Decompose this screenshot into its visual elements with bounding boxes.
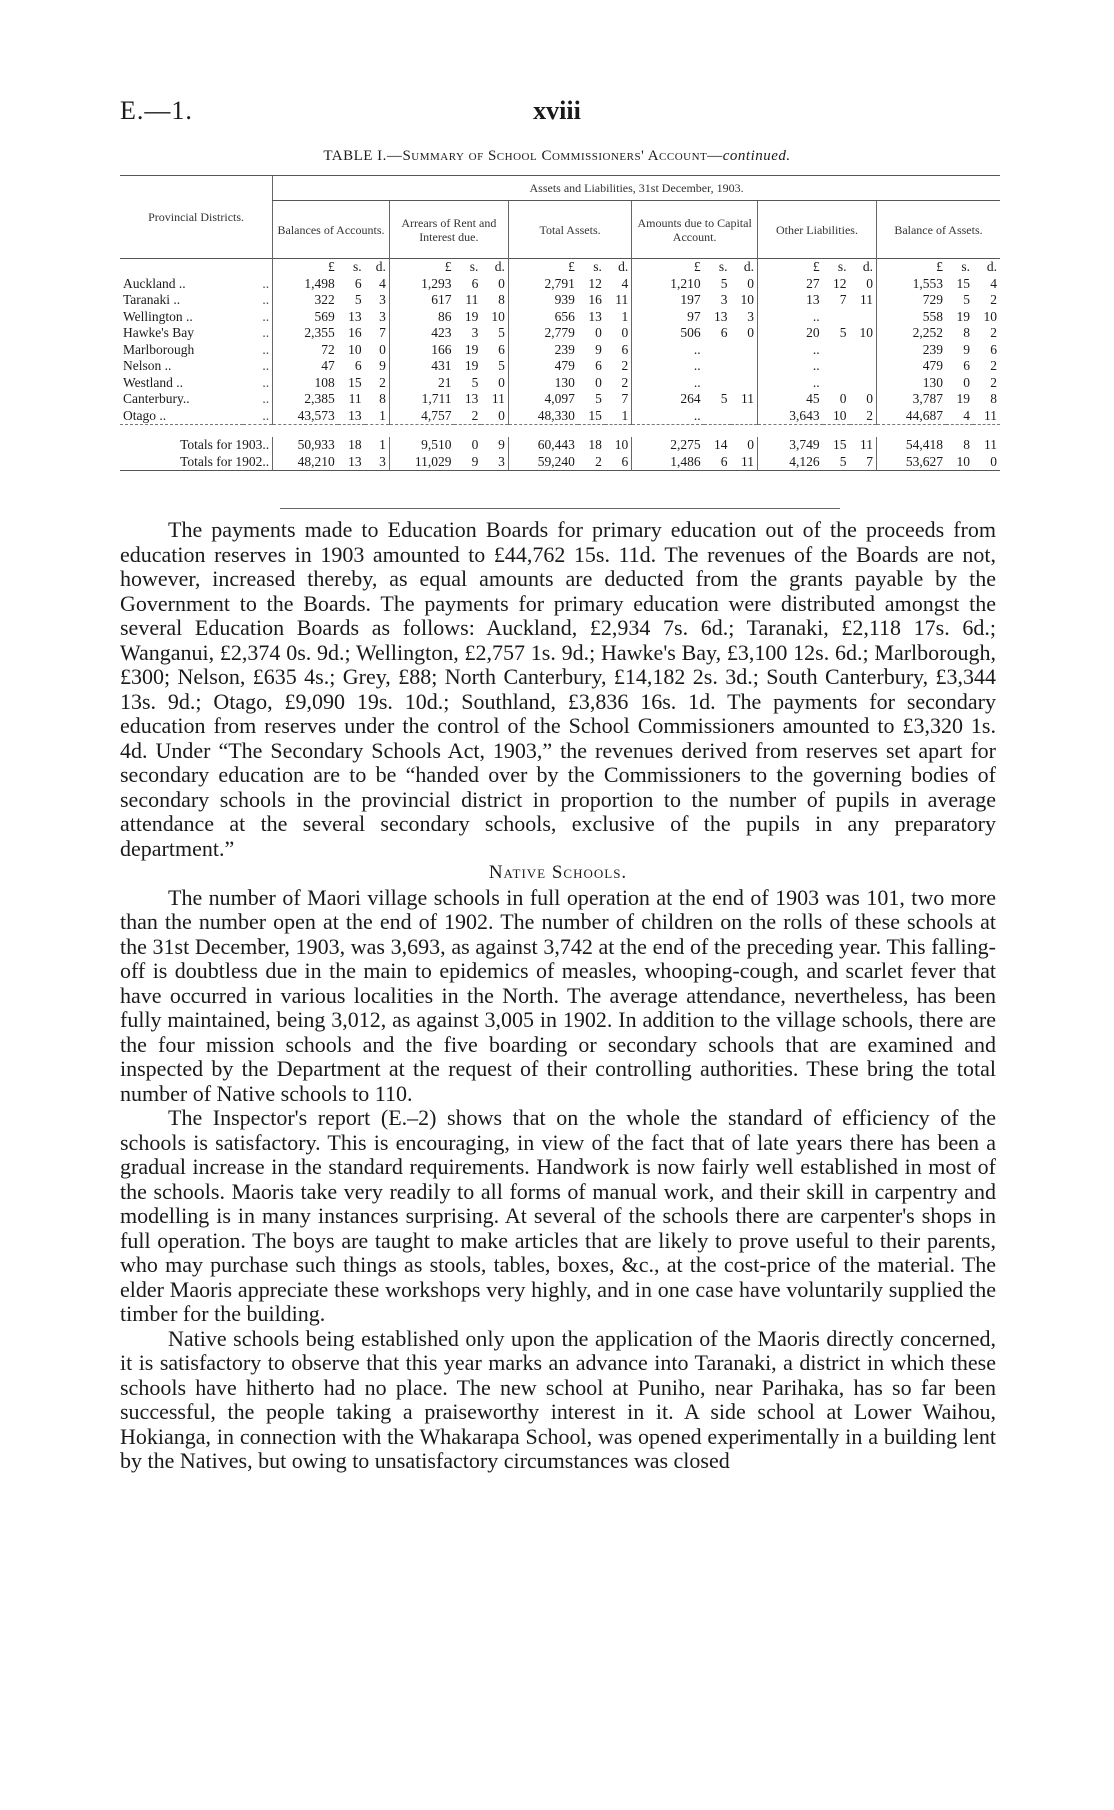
- amount-cell: 2,275: [632, 437, 704, 454]
- amount-cell: 5: [498, 325, 505, 340]
- district-name: Nelson ..: [123, 358, 172, 373]
- amount-cell: 5: [720, 275, 728, 291]
- amount-cell: 44,687: [876, 408, 946, 425]
- amount-cell: 2,385: [273, 391, 338, 408]
- units-row: [120, 259, 1000, 276]
- amount-cell: 6: [990, 341, 997, 357]
- amount-cell: 6: [354, 275, 362, 291]
- district-name: Auckland ..: [123, 275, 186, 291]
- amount-cell: 3: [498, 453, 505, 469]
- amount-cell: 10: [491, 308, 505, 324]
- amount-cell: 0: [498, 407, 505, 423]
- amount-cell: 4,126: [757, 454, 822, 471]
- unit-label: d.: [481, 259, 508, 276]
- amount-cell: 50,933: [273, 437, 338, 454]
- amount-cell: 6: [595, 358, 602, 373]
- col-header-balances: Balances of Accounts.: [273, 201, 390, 259]
- amount-cell: [850, 358, 877, 375]
- amount-cell: 3,749: [757, 437, 822, 454]
- amount-cell: 2,791: [508, 276, 578, 293]
- amount-cell: 5: [354, 292, 362, 307]
- amount-cell: 2: [990, 325, 997, 340]
- amount-cell: 5: [498, 358, 505, 373]
- leader-dots: ..: [262, 308, 270, 324]
- col-header-total-assets: Total Assets.: [508, 201, 631, 259]
- amount-cell: 19: [956, 308, 970, 324]
- leader-dots: ..: [262, 292, 270, 307]
- amount-cell: 5: [839, 325, 847, 340]
- leader-dots: ..: [262, 341, 270, 357]
- amount-cell: 7: [839, 292, 847, 307]
- amount-cell: 0: [747, 275, 754, 291]
- amount-cell: 656: [508, 309, 578, 326]
- amount-cell: 0: [471, 437, 479, 452]
- amount-cell: 0: [595, 374, 602, 390]
- amount-cell: 1,486: [632, 454, 704, 471]
- amount-cell: [850, 342, 877, 359]
- totals-label: Totals for 1902..: [180, 453, 270, 469]
- table-body: [120, 259, 1000, 471]
- unit-label: £: [389, 259, 454, 276]
- amount-cell: 13: [348, 407, 362, 423]
- amount-cell: 11: [348, 391, 362, 406]
- amount-cell: 2: [866, 407, 873, 423]
- unit-label: d.: [365, 259, 390, 276]
- amount-cell: 322: [273, 292, 338, 309]
- amount-cell: 1,711: [389, 391, 454, 408]
- unit-label: s.: [578, 259, 605, 276]
- district-name: Marlborough: [123, 341, 195, 357]
- unit-label: £: [273, 259, 338, 276]
- amount-cell: 13: [348, 453, 362, 469]
- amount-cell: ..: [632, 342, 704, 359]
- amount-cell: 2: [990, 374, 997, 390]
- amount-cell: 3: [379, 308, 386, 324]
- amount-cell: 13: [348, 308, 362, 324]
- spacer-cell: [120, 425, 1000, 438]
- amount-cell: 54,418: [876, 437, 946, 454]
- amount-cell: ..: [757, 309, 822, 326]
- unit-label: s.: [454, 259, 481, 276]
- amount-cell: [731, 375, 758, 392]
- amount-cell: 2: [595, 453, 602, 469]
- units-spacer: [243, 259, 272, 276]
- amount-cell: 13: [588, 308, 602, 324]
- amount-cell: 2: [990, 358, 997, 373]
- table-row: [120, 391, 1000, 408]
- amount-cell: 0: [621, 325, 629, 340]
- amount-cell: 11: [465, 292, 479, 307]
- amount-cell: 3: [720, 292, 728, 307]
- amount-cell: 6: [621, 341, 629, 357]
- amount-cell: 10: [956, 453, 970, 469]
- amount-cell: 506: [632, 325, 704, 342]
- amount-cell: 15: [588, 407, 602, 423]
- amount-cell: 59,240: [508, 454, 578, 471]
- amount-cell: 10: [740, 292, 754, 307]
- amount-cell: 11: [740, 391, 754, 406]
- amount-cell: 43,573: [273, 408, 338, 425]
- amount-cell: 479: [508, 358, 578, 375]
- table-title-main: Summary of School Commissioners' Account—: [402, 148, 723, 164]
- report-code: E.—1.: [120, 96, 193, 125]
- paragraph-payments: The payments made to Education Boards for primary education out of the proceeds from education reserves in 1903 amounted to £44,762 15s. 11d. The revenues of the Boards are not, however, increased thereby, as equal amounts are deducted from the grants payable by the Government to the Boards. The payments for primary education were distributed amongst the several Education Boards as follows: Auckland, £2,934 7s. 6d.; Taranaki, £2,118 17s. 6d.; Wanganui, £2,374 0s. 9d.; Wellington, £2,757 1s. 9d.; Hawke's Bay, £3,100 12s. 6d.; Marlborough, £300; Nelson, £635 4s.; Grey, £88; North Canterbury, £14,182 2s. 3d.; South Canterbury, £3,344 13s. 9d.; Otago, £9,090 19s. 10d.; Southland, £3,836 16s. 1d. The payments for secondary education from reserves under the control of the School Commissioners amounted to £3,320 1s. 4d. Under “The Secondary Schools Act, 1903,” the revenues derived from reserves set apart for secondary education are to be “handed over by the Commissioners to the governing bodies of secondary schools in the provincial district in proportion to the number of pupils in average attendance at the several secondary schools, exclusive of the pupils in any preparatory department.”: [120, 517, 996, 861]
- amount-cell: 6: [621, 453, 629, 469]
- amount-cell: 2,779: [508, 325, 578, 342]
- amount-cell: ..: [757, 342, 822, 359]
- amount-cell: 569: [273, 309, 338, 326]
- section-divider: [280, 508, 840, 509]
- amount-cell: 18: [348, 437, 362, 452]
- amount-cell: 4: [990, 275, 997, 291]
- amount-cell: 11: [859, 437, 873, 452]
- leader-dots: ..: [262, 275, 270, 291]
- amount-cell: 19: [464, 308, 479, 324]
- col-header-capital: Amounts due to Capital Account.: [632, 201, 758, 259]
- amount-cell: 21: [389, 375, 454, 392]
- amount-cell: 2,252: [876, 325, 946, 342]
- amount-cell: 9: [379, 358, 386, 373]
- amount-cell: 0: [498, 275, 505, 291]
- amount-cell: 2: [379, 374, 386, 390]
- paragraph-inspector-report: The Inspector's report (E.–2) shows that on the whole the standard of efficiency of the schools is satisfactory. This is encouraging, in view of the fact that of late years there has been a gradual increase in the standard requirements. Handwork is now fairly well established in most of the schools. Maoris take very readily to all forms of manual work, and their skill in carpentry and modelling is in many instances surprising. At several of the schools there are carpenter's shops in full operation. The boys are taught to make articles that are likely to prove useful to their parents, who may purchase such things as stools, tables, boxes, &c., at the cost-price of the material. The elder Maoris appreciate these workshops very highly, and in one case have voluntarily supplied the timber for the building.: [120, 1105, 996, 1326]
- amount-cell: 97: [632, 309, 704, 326]
- amount-cell: 0: [747, 325, 754, 340]
- totals-row: [120, 454, 1000, 471]
- amount-cell: 130: [876, 375, 946, 392]
- amount-cell: 2: [621, 374, 629, 390]
- amount-cell: 264: [632, 391, 704, 408]
- amount-cell: 12: [833, 275, 847, 291]
- amount-cell: 4: [621, 275, 629, 291]
- amount-cell: 10: [833, 407, 847, 423]
- unit-label: £: [876, 259, 946, 276]
- amount-cell: 0: [866, 275, 873, 291]
- amount-cell: [823, 342, 850, 359]
- district-name: Hawke's Bay: [123, 325, 195, 340]
- amount-cell: 1,293: [389, 276, 454, 293]
- unit-label: s.: [338, 259, 365, 276]
- amount-cell: 2: [990, 292, 997, 307]
- amount-cell: 6: [720, 453, 728, 469]
- table-title-prefix: TABLE I.—: [323, 148, 403, 164]
- amount-cell: 130: [508, 375, 578, 392]
- amount-cell: 6: [471, 275, 479, 291]
- table-title: [0, 148, 1114, 165]
- amount-cell: 8: [963, 437, 970, 452]
- table-title-suffix: continued.: [722, 148, 791, 164]
- amount-cell: 11: [615, 292, 629, 307]
- amount-cell: [731, 342, 758, 359]
- amount-cell: 5: [963, 292, 970, 307]
- table-row: [120, 342, 1000, 359]
- amount-cell: 1,553: [876, 276, 946, 293]
- amount-cell: 15: [833, 437, 847, 452]
- amount-cell: 479: [876, 358, 946, 375]
- amount-cell: 8: [498, 292, 505, 307]
- amount-cell: [704, 408, 731, 425]
- unit-label: d.: [973, 259, 1000, 276]
- district-name: Westland ..: [123, 374, 184, 390]
- amount-cell: 9: [471, 453, 479, 469]
- amount-cell: 0: [990, 453, 997, 469]
- unit-label: d.: [731, 259, 758, 276]
- amount-cell: 15: [348, 374, 362, 390]
- amount-cell: 6: [354, 358, 362, 373]
- amount-cell: 5: [839, 453, 847, 469]
- amount-cell: 11,029: [389, 454, 454, 471]
- amount-cell: ..: [632, 358, 704, 375]
- amount-cell: 423: [389, 325, 454, 342]
- amount-cell: 7: [866, 453, 873, 469]
- amount-cell: 5: [595, 391, 602, 406]
- amount-cell: 3,787: [876, 391, 946, 408]
- amount-cell: ..: [757, 375, 822, 392]
- amount-cell: 20: [757, 325, 822, 342]
- unit-label: s.: [946, 259, 973, 276]
- amount-cell: 16: [348, 325, 362, 340]
- amount-cell: 9: [595, 341, 602, 357]
- amount-cell: 13: [757, 292, 822, 309]
- amount-cell: [823, 309, 850, 326]
- amount-cell: 1: [621, 308, 629, 324]
- amount-cell: 197: [632, 292, 704, 309]
- amount-cell: [731, 358, 758, 375]
- amount-cell: ..: [632, 408, 704, 425]
- amount-cell: [704, 342, 731, 359]
- amount-cell: 431: [389, 358, 454, 375]
- amount-cell: 19: [956, 391, 970, 406]
- amount-cell: 11: [740, 453, 754, 469]
- amount-cell: 2: [621, 358, 629, 373]
- unit-label: d.: [605, 259, 632, 276]
- amount-cell: 10: [348, 341, 362, 357]
- amount-cell: ..: [632, 375, 704, 392]
- amount-cell: 9,510: [389, 437, 454, 454]
- col-header-district: Provincial Districts.: [120, 176, 273, 259]
- amount-cell: 729: [876, 292, 946, 309]
- amount-cell: 3,643: [757, 408, 822, 425]
- leader-dots: ..: [262, 358, 270, 373]
- amount-cell: 10: [859, 325, 873, 340]
- amount-cell: 6: [720, 325, 728, 340]
- amount-cell: 0: [379, 341, 386, 357]
- amount-cell: 2: [471, 407, 479, 423]
- amount-cell: [823, 375, 850, 392]
- amount-cell: 9: [963, 341, 970, 357]
- amount-cell: 16: [588, 292, 602, 307]
- amount-cell: 2,355: [273, 325, 338, 342]
- table-row: [120, 292, 1000, 309]
- amount-cell: [704, 358, 731, 375]
- amount-cell: 108: [273, 375, 338, 392]
- district-name: Wellington ..: [123, 308, 193, 324]
- leader-dots: ..: [262, 374, 270, 390]
- totals-row: [120, 437, 1000, 454]
- group-header-assets: Assets and Liabilities, 31st December, 1903.: [273, 176, 1000, 201]
- amount-cell: 13: [714, 308, 728, 324]
- amount-cell: 4,097: [508, 391, 578, 408]
- spacer-row: [120, 425, 1000, 438]
- amount-cell: 0: [839, 391, 847, 406]
- section-heading-native-schools: Native Schools.: [488, 862, 628, 883]
- amount-cell: 8: [963, 325, 970, 340]
- amount-cell: 6: [963, 358, 970, 373]
- amount-cell: 6: [498, 341, 505, 357]
- amount-cell: 9: [498, 437, 505, 452]
- amount-cell: 1: [379, 407, 386, 423]
- unit-label: d.: [850, 259, 877, 276]
- amount-cell: 1,210: [632, 276, 704, 293]
- amount-cell: 12: [588, 275, 602, 291]
- amount-cell: 0: [498, 374, 505, 390]
- amount-cell: 11: [491, 391, 505, 406]
- amount-cell: 0: [747, 437, 754, 452]
- amount-cell: 239: [876, 342, 946, 359]
- leader-dots: ..: [262, 391, 270, 406]
- amount-cell: 166: [389, 342, 454, 359]
- amount-cell: 0: [963, 374, 970, 390]
- paragraph-taranaki-advance: Native schools being established only upon the application of the Maoris directly concerned, it is satisfactory to observe that this year marks an advance into Taranaki, a district in which these schools have hitherto had no place. The new school at Puniho, near Parihaka, has so far been successful, the people taking a praiseworthy interest in it. A side school at Lower Waihou, Hokianga, in connection with the Whakarapa School, was opened experimentally in a building lent by the Natives, but owing to unsatisfactory circumstances was closed: [120, 1325, 996, 1473]
- amount-cell: 3: [379, 292, 386, 307]
- amount-cell: 558: [876, 309, 946, 326]
- amount-cell: 18: [588, 437, 602, 452]
- amount-cell: 11: [984, 407, 997, 423]
- amount-cell: 48,330: [508, 408, 578, 425]
- amount-cell: 19: [464, 358, 479, 373]
- amount-cell: 60,443: [508, 437, 578, 454]
- amount-cell: 7: [621, 391, 629, 406]
- table-row: [120, 309, 1000, 326]
- amount-cell: [850, 375, 877, 392]
- district-name: Taranaki ..: [123, 292, 181, 307]
- col-header-other-liabilities: Other Liabilities.: [757, 201, 876, 259]
- amount-cell: 5: [720, 391, 728, 406]
- amount-cell: 8: [990, 391, 997, 406]
- amount-cell: 11: [984, 437, 997, 452]
- amount-cell: 47: [273, 358, 338, 375]
- table-row: [120, 325, 1000, 342]
- amount-cell: 86: [389, 309, 454, 326]
- amount-cell: 617: [389, 292, 454, 309]
- amount-cell: 1: [621, 407, 629, 423]
- amount-cell: 10: [614, 437, 629, 452]
- amount-cell: 3: [747, 308, 754, 324]
- amount-cell: 7: [379, 325, 386, 340]
- amount-cell: 4: [379, 275, 386, 291]
- amount-cell: 15: [956, 275, 970, 291]
- amount-cell: 3: [471, 325, 479, 340]
- table-row: [120, 375, 1000, 392]
- amount-cell: 239: [508, 342, 578, 359]
- amount-cell: 0: [866, 391, 873, 406]
- page-number: xviii: [533, 96, 581, 125]
- amount-cell: [850, 309, 877, 326]
- amount-cell: 13: [464, 391, 479, 406]
- amount-cell: ..: [757, 358, 822, 375]
- amount-cell: 1,498: [273, 276, 338, 293]
- amount-cell: [704, 375, 731, 392]
- amount-cell: 53,627: [876, 454, 946, 471]
- table-row: [120, 358, 1000, 375]
- amount-cell: [823, 358, 850, 375]
- amount-cell: 10: [983, 308, 997, 324]
- totals-label: Totals for 1903..: [180, 437, 270, 452]
- district-name: Otago ..: [123, 407, 167, 423]
- amount-cell: 72: [273, 342, 338, 359]
- amount-cell: 4,757: [389, 408, 454, 425]
- amount-cell: [731, 408, 758, 425]
- col-header-arrears: Arrears of Rent and Interest due.: [389, 201, 508, 259]
- amount-cell: 48,210: [273, 454, 338, 471]
- amount-cell: 19: [464, 341, 479, 357]
- leader-dots: ..: [262, 407, 270, 423]
- paragraph-village-schools: The number of Maori village schools in full operation at the end of 1903 was 101, two more than the number open at the end of 1902. The number of children on the rolls of these schools at the 31st December, 1903, was 3,693, as against 3,742 at the end of the preceding year. This falling-off is doubtless due in the main to epidemics of measles, whooping-cough, and scarlet fever that have occurred in various localities in the North. The average attendance, nevertheless, has been fully maintained, being 3,012, as against 3,005 in 1902. In addition to the village schools, there are the four mission schools and the five boarding or secondary schools that are examined and inspected by the Department at the request of their controlling authorities. These bring the total number of Native schools to 110.: [120, 884, 996, 1106]
- unit-label: £: [757, 259, 822, 276]
- leader-dots: ..: [262, 325, 270, 340]
- unit-label: £: [632, 259, 704, 276]
- amount-cell: 27: [757, 276, 822, 293]
- unit-label: s.: [823, 259, 850, 276]
- amount-cell: 11: [859, 292, 873, 307]
- body-text: [120, 518, 996, 1474]
- unit-label: s.: [704, 259, 731, 276]
- district-name: Canterbury..: [123, 391, 190, 406]
- amount-cell: 1: [379, 437, 386, 452]
- amount-cell: 45: [757, 391, 822, 408]
- table-row: [120, 276, 1000, 293]
- amount-cell: 4: [963, 407, 970, 423]
- commissioners-account-table: [120, 175, 1000, 471]
- amount-cell: 3: [379, 453, 386, 469]
- amount-cell: 5: [471, 374, 479, 390]
- col-header-balance-assets: Balance of Assets.: [876, 201, 1000, 259]
- units-spacer: [120, 259, 243, 276]
- amount-cell: 8: [379, 391, 386, 406]
- unit-label: £: [508, 259, 578, 276]
- table-row: [120, 408, 1000, 425]
- amount-cell: 14: [714, 437, 728, 452]
- amount-cell: 939: [508, 292, 578, 309]
- amount-cell: 0: [595, 325, 602, 340]
